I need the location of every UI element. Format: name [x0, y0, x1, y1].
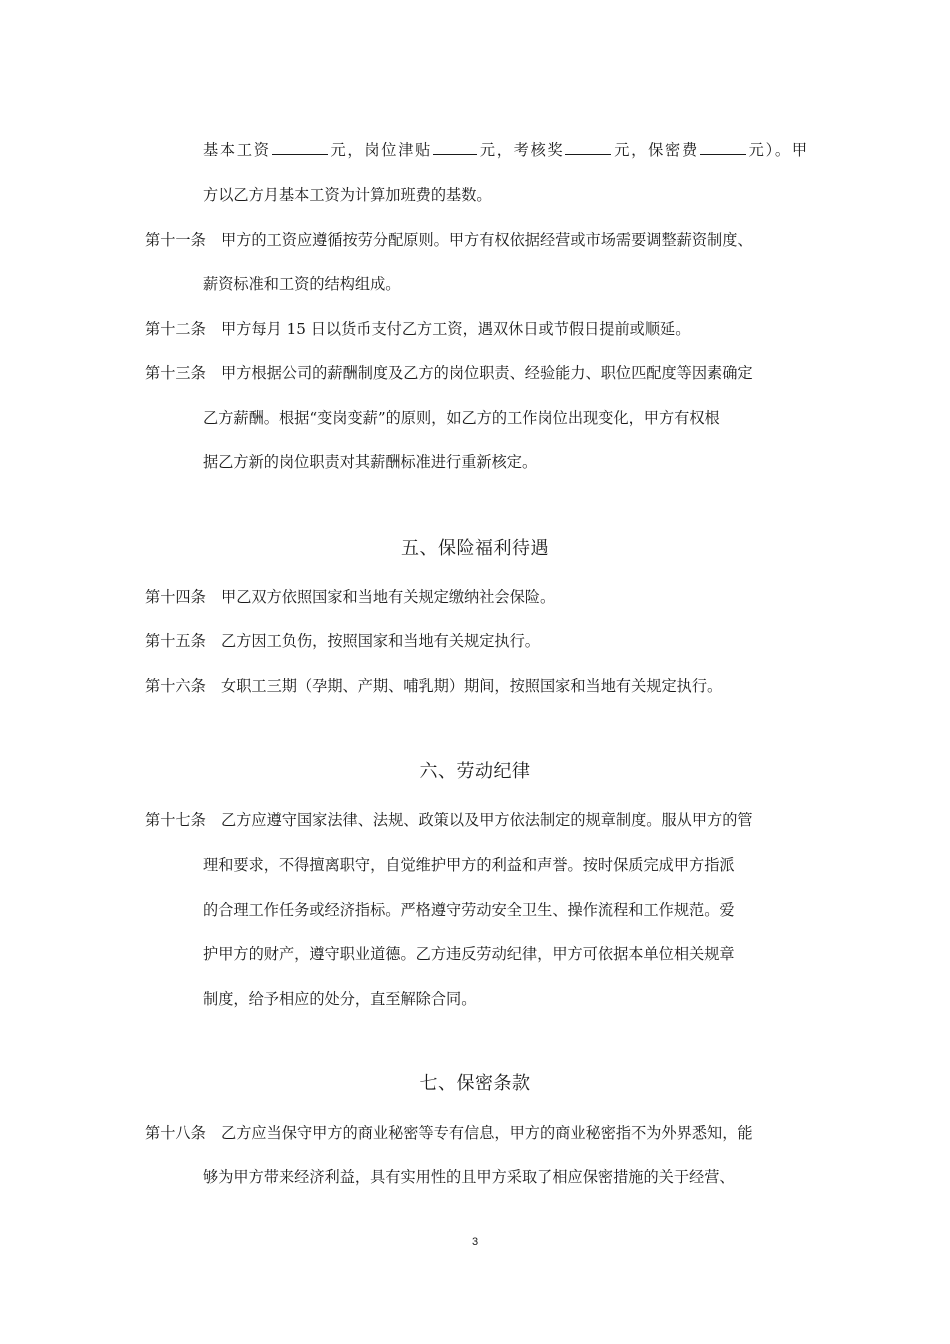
article-text: 乙方应当保守甲方的商业秘密等专有信息，甲方的商业秘密指不为外界悉知，能	[221, 1124, 753, 1142]
article-17-line-5: 制度，给予相应的处分，直至解除合同。	[203, 990, 477, 1008]
article-18-line-2: 够为甲方带来经济利益，具有实用性的且甲方采取了相应保密措施的关于经营、	[203, 1168, 735, 1186]
blank-field	[565, 153, 611, 155]
article-text: 甲方根据公司的薪酬制度及乙方的岗位职责、经验能力、职位匹配度等因素确定	[221, 364, 753, 382]
article-label: 第十六条	[145, 677, 206, 695]
article-text: 女职工三期（孕期、产期、哺乳期）期间，按照国家和当地有关规定执行。	[221, 677, 723, 695]
article-text: 乙方应遵守国家法律、法规、政策以及甲方依法制定的规章制度。服从甲方的管	[221, 811, 753, 829]
section-heading-7: 七、保密条款	[419, 1073, 531, 1094]
article-11-line-2: 薪资标准和工资的结构组成。	[203, 275, 401, 293]
article-text: 甲方每月 15 日以货币支付乙方工资，遇双休日或节假日提前或顺延。	[221, 320, 691, 338]
article-text: 甲乙双方依照国家和当地有关规定缴纳社会保险。	[221, 588, 556, 606]
article-label: 第十四条	[145, 588, 206, 606]
text-segment: 元，保密费	[612, 141, 699, 159]
section-heading-5: 五、保险福利待遇	[401, 538, 549, 559]
intro-line-1	[203, 140, 807, 160]
article-text: 甲方的工资应遵循按劳分配原则。甲方有权依据经营或市场需要调整薪资制度、	[221, 231, 753, 249]
article-17-line-4: 护甲方的财产，遵守职业道德。乙方违反劳动纪律，甲方可依据本单位相关规章	[203, 945, 735, 963]
article-17-line-3: 的合理工作任务或经济指标。严格遵守劳动安全卫生、操作流程和工作规范。爱	[203, 901, 735, 919]
blank-field	[700, 153, 746, 155]
text-segment: 元，岗位津贴	[328, 141, 433, 159]
article-13-line-2: 乙方薪酬。根据“变岗变薪”的原则，如乙方的工作岗位出现变化，甲方有权根	[203, 409, 720, 427]
article-label: 第十一条	[145, 231, 206, 249]
blank-field	[433, 153, 477, 155]
article-label: 第十二条	[145, 320, 206, 338]
text-segment: 元，考核奖	[478, 141, 565, 159]
article-label: 第十五条	[145, 632, 206, 650]
intro-line-2: 方以乙方月基本工资为计算加班费的基数。	[203, 186, 492, 204]
article-17-line-2: 理和要求，不得擅离职守，自觉维护甲方的利益和声誉。按时保质完成甲方指派	[203, 856, 735, 874]
page-number: 3	[471, 1236, 479, 1248]
text-segment: 基本工资	[203, 141, 271, 159]
article-text: 乙方因工负伤，按照国家和当地有关规定执行。	[221, 632, 540, 650]
article-13-line-3: 据乙方新的岗位职责对其薪酬标准进行重新核定。	[203, 453, 538, 471]
text-segment: 元）。甲	[746, 141, 808, 159]
section-heading-6: 六、劳动纪律	[419, 761, 531, 782]
article-label: 第十八条	[145, 1124, 206, 1142]
article-label: 第十七条	[145, 811, 206, 829]
article-label: 第十三条	[145, 364, 206, 382]
blank-field	[272, 153, 328, 155]
